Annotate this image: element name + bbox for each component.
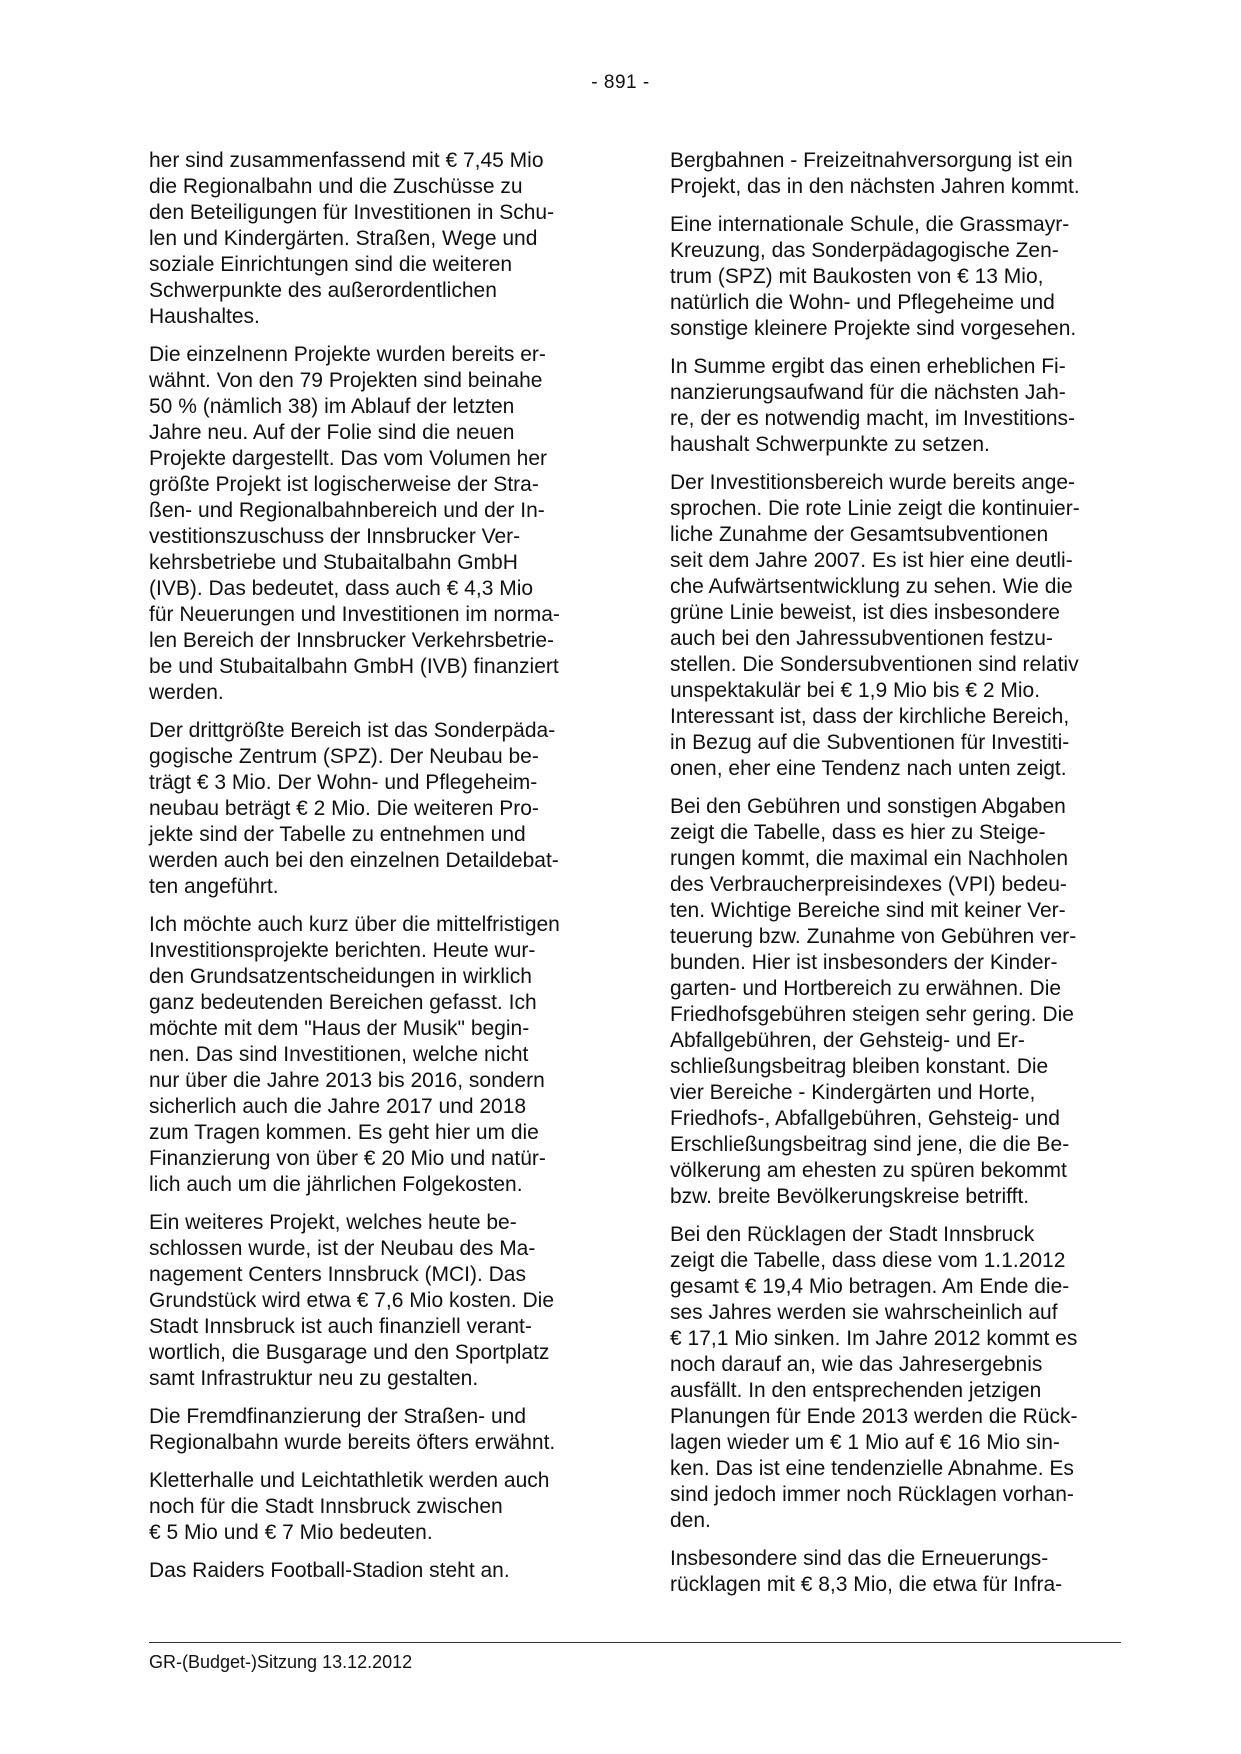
- paragraph: Der Investitionsbereich wurde bereits ange- sprochen. Die rote Linie zeigt die kontinuier- liche Zunahme der Gesamtsubventionen seit dem Jahre 2007. Es ist hier eine deutli- che Aufwärtsentwicklung zu sehen. Wie die grüne Linie beweist, ist dies insbesondere auch bei den Jahressubventionen festzu- stellen. Die Sondersubventionen sind relativ unspektakulär bei € 1,9 Mio bis € 2 Mio. Interessant ist, dass der kirchliche Bereich, in Bezug auf die Subventionen für Investiti- onen, eher eine Tendenz nach unten zeigt.: [670, 471, 1080, 780]
- footer-session-label: GR-(Budget-)Sitzung 13.12.2012: [149, 1652, 413, 1672]
- left-column: [149, 148, 619, 1596]
- paragraph: Bei den Rücklagen der Stadt Innsbruck zeigt die Tabelle, dass diese vom 1.1.2012 gesamt € 19,4 Mio betragen. Am Ende die- ses Jahres werden sie wahrscheinlich auf € 17,1 Mio sinken. Im Jahre 2012 kommt es noch darauf an, wie das Jahresergebnis ausfällt. In den entsprechenden jetzigen Planungen für Ende 2013 werden die Rück- lagen wieder um € 1 Mio auf € 16 Mio sin- ken. Das ist eine tendenzielle Abnahme. Es sind jedoch immer noch Rücklagen vorhan- den.: [670, 1223, 1078, 1532]
- paragraph: Insbesondere sind das die Erneuerungs- rücklagen mit € 8,3 Mio, die etwa für Infra-: [670, 1547, 1063, 1596]
- paragraph: In Summe ergibt das einen erheblichen Fi- nanzierungsaufwand für die nächsten Jah- re, der es notwendig macht, im Investitions- haushalt Schwerpunkte zu setzen.: [670, 355, 1076, 456]
- paragraph: Kletterhalle und Leichtathletik werden auch noch für die Stadt Innsbruck zwischen € 5 Mio und € 7 Mio bedeuten.: [149, 1469, 550, 1544]
- paragraph: Bei den Gebühren und sonstigen Abgaben zeigt die Tabelle, dass es hier zu Steige- rungen kommt, die maximal ein Nachholen des Verbraucherpreisindexes (VPI) bedeu- ten. Wichtige Bereiche sind mit keiner Ver- teuerung bzw. Zunahme von Gebühren ver- bunden. Hier ist insbesonders der Kinder- garten- und Hortbereich zu erwähnen. Die Friedhofsgebühren steigen sehr gering. Die Abfallgebühren, der Gehsteig- und Er- schließungsbeitrag bleiben konstant. Die vier Bereiche - Kindergärten und Horte, Friedhofs-, Abfallgebühren, Gehsteig- und Erschließungsbeitrag sind jene, die die Be- völkerung am ehesten zu spüren bekommt bzw. breite Bevölkerungskreise betrifft.: [670, 795, 1077, 1208]
- paragraph: her sind zusammenfassend mit € 7,45 Mio die Regionalbahn und die Zuschüsse zu den Beteiligungen für Investitionen in Schu- len und Kindergärten. Straßen, Wege und soziale Einrichtungen sind die weiteren Schwerpunkte des außerordentlichen Haushaltes.: [149, 149, 555, 328]
- paragraph: Eine internationale Schule, die Grassmayr- Kreuzung, das Sonderpädagogische Zen- trum (SPZ) mit Baukosten von € 13 Mio, natürlich die Wohn- und Pflegeheime und sonstige kleinere Projekte sind vorgesehen.: [670, 213, 1077, 340]
- paragraph: Ich möchte auch kurz über die mittelfristigen Investitionsprojekte berichten. Heute wur- den Grundsatzentscheidungen in wirklich ganz bedeutenden Bereichen gefasst. Ich möchte mit dem "Haus der Musik" begin- nen. Das sind Investitionen, welche nicht nur über die Jahre 2013 bis 2016, sondern sicherlich auch die Jahre 2017 und 2018 zum Tragen kommen. Es geht hier um die Finanzierung von über € 20 Mio und natür- lich auch um die jährlichen Folgekosten.: [149, 913, 560, 1196]
- paragraph: Der drittgrößte Bereich ist das Sonderpäda- gogische Zentrum (SPZ). Der Neubau be- trägt € 3 Mio. Der Wohn- und Pflegeheim- neubau beträgt € 2 Mio. Die weiteren Pro- jekte sind der Tabelle zu entnehmen und werden auch bei den einzelnen Detaildebat- ten angeführt.: [149, 719, 559, 898]
- page-number: - 891 -: [591, 72, 650, 93]
- paragraph: Bergbahnen - Freizeitnahversorgung ist ein Projekt, das in den nächsten Jahren kommt.: [670, 149, 1080, 198]
- footer-divider: [149, 1642, 1121, 1643]
- paragraph: Die Fremdfinanzierung der Straßen- und Regionalbahn wurde bereits öfters erwähnt.: [149, 1405, 556, 1454]
- paragraph: Ein weiteres Projekt, welches heute be- schlossen wurde, ist der Neubau des Ma- nagement Centers Innsbruck (MCI). Das Grundstück wird etwa € 7,6 Mio kosten. Die Stadt Innsbruck ist auch finanziell verant- wortlich, die Busgarage und den Sportplatz samt Infrastruktur neu zu gestalten.: [149, 1211, 555, 1390]
- paragraph: Das Raiders Football-Stadion steht an.: [149, 1559, 510, 1582]
- right-column: [670, 148, 1135, 1610]
- paragraph: Die einzelnenn Projekte wurden bereits er- wähnt. Von den 79 Projekten sind beinahe 50 % (nämlich 38) im Ablauf der letzten Jahre neu. Auf der Folie sind die neuen Projekte dargestellt. Das vom Volumen her größte Projekt ist logischerweise der Stra- ßen- und Regionalbahnbereich und der In- vestitionszuschuss der Innsbrucker Ver- kehrsbetriebe und Stubaitalbahn GmbH (IVB). Das bedeutet, dass auch € 4,3 Mio für Neuerungen und Investitionen im norma- len Bereich der Innsbrucker Verkehrsbetrie- be und Stubaitalbahn GmbH (IVB) finanziert werden.: [149, 343, 560, 704]
